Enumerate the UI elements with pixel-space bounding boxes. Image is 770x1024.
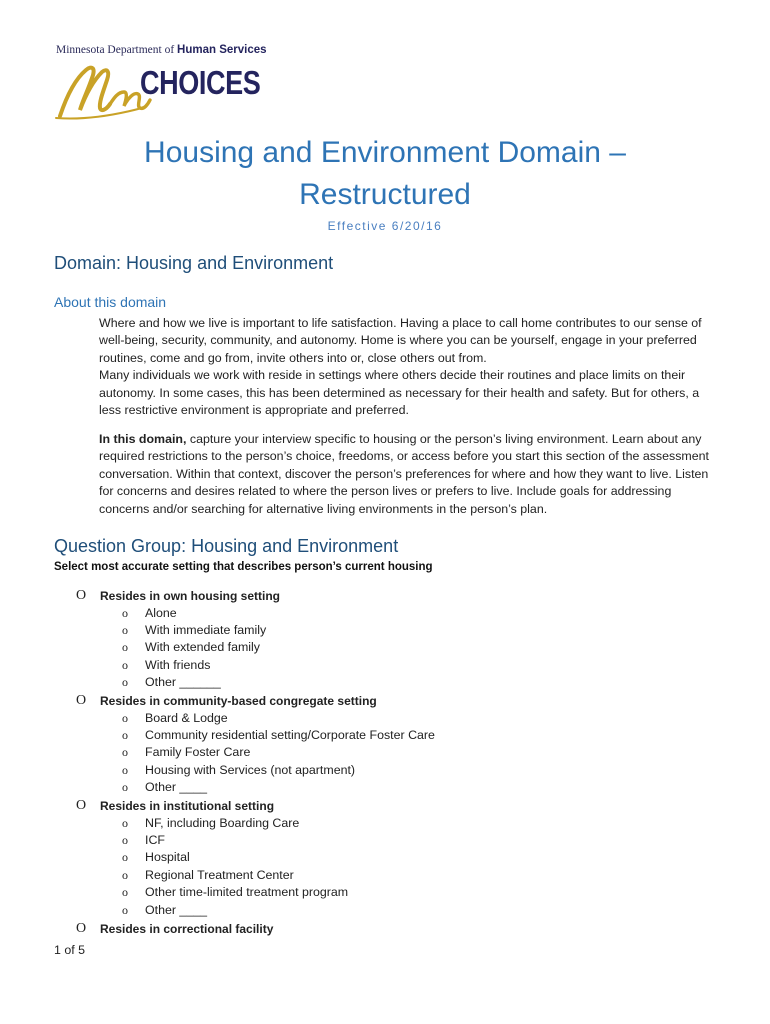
domain-instructions [99, 431, 717, 518]
sub-bullet-icon: o [122, 780, 128, 794]
domain-heading: Domain: Housing and Environment [54, 253, 334, 273]
effective-date: Effective 6/20/16 [327, 219, 443, 233]
title-line-2: Restructured [299, 178, 471, 211]
about-text-2: Many individuals we work with reside in settings where others decide their routines and place limits on their autonomy. In some cases, this has been determined as necessary for their health and safety. But for others, a less restrictive environment is appropriate and preferred. [99, 368, 700, 418]
sub-bullet-icon: o [122, 640, 128, 654]
page-title [0, 132, 770, 216]
option-label: Resides in correctional facility [100, 922, 274, 936]
sub-bullet-icon: o [122, 623, 128, 637]
about-heading: About this domain [54, 294, 167, 310]
sub-bullet-icon: o [122, 885, 128, 899]
instructions-text: capture your interview specific to housing or the person’s living environment. Learn about any required restrictions to the person’s choice, freedoms, or access before you start this section of the assessment conversation. Within that context, discover the person’s preferences for where and how they want to live. Listen for concerns and desires related to where the person lives or prefers to live. Include goals for addressing concerns and/or searching for alternative living environments in the person’s plan. [99, 432, 709, 516]
logo-org-name: Minnesota Department of Human Services [56, 44, 267, 56]
sub-bullet-icon: o [122, 606, 128, 620]
option-label: Resides in institutional setting [100, 799, 275, 813]
sub-bullet-icon: o [122, 868, 128, 882]
about-text-1: Where and how we live is important to life satisfaction. Having a place to call home contributes to our sense of well-being, security, community, and autonomy. Home is where you can be yourself, engage in your preferred routines, come and go from, invite others into or, close others out from. [99, 316, 702, 365]
sub-bullet-icon: o [122, 745, 128, 759]
instructions-lead: In this domain, [99, 432, 187, 446]
sub-bullet-icon: o [122, 833, 128, 847]
sub-bullet-icon: o [122, 728, 128, 742]
radio-circle-icon[interactable]: O [76, 798, 87, 813]
about-paragraph [99, 315, 717, 419]
sub-bullet-icon: o [122, 850, 128, 864]
sub-bullet-icon: o [122, 711, 128, 725]
sub-bullet-icon: o [122, 675, 128, 689]
radio-circle-icon[interactable]: O [76, 588, 87, 603]
sub-bullet-icon: o [122, 816, 128, 830]
question-instruction: Select most accurate setting that describes person’s current housing [54, 561, 433, 573]
option-label: Resides in own housing setting [100, 589, 281, 603]
radio-circle-icon[interactable]: O [76, 693, 87, 708]
title-line-1: Housing and Environment Domain – [144, 136, 626, 169]
logo-choices-text: CHOICES [140, 64, 261, 101]
radio-circle-icon[interactable]: O [76, 921, 87, 936]
page-number: 1 of 5 [54, 943, 86, 957]
question-group-heading: Question Group: Housing and Environment [54, 536, 399, 556]
sub-bullet-icon: o [122, 763, 128, 777]
option-label: Resides in community-based congregate setting [100, 694, 377, 708]
sub-bullet-icon: o [122, 903, 128, 917]
sub-bullet-icon: o [122, 658, 128, 672]
